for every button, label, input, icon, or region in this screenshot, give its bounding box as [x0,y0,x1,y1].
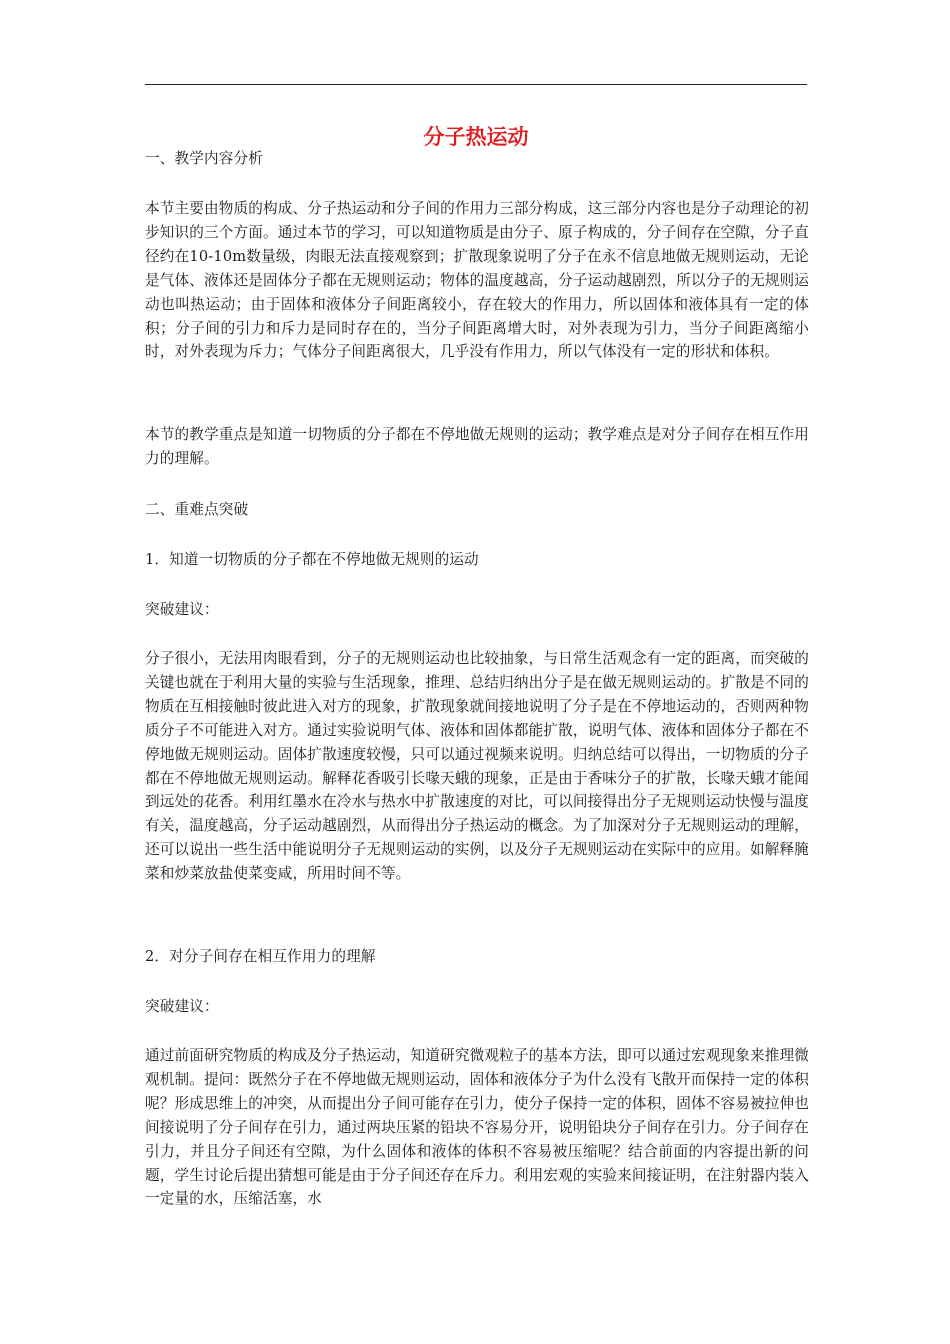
point-1-title: 1．知道一切物质的分子都在不停地做无规则的运动 [145,551,479,568]
point-1-body: 分子很小，无法用肉眼看到，分子的无规则运动也比较抽象，与日常生活观念有一定的距离，而突破的关键也就在于利用大量的实验与生活现象，推理、总结归纳出分子是在做无规则运动的。扩散是不同的物质在互相接触时彼此进入对方的现象，扩散现象就间接地说明了分子是在不停地运动的，否则两种物质分子不可能进入对方。通过实验说明气体、液体和固体都能扩散，说明气体、液体和固体分子都在不停地做无规则运动。固体扩散速度较慢，只可以通过视频来说明。归纳总结可以得出，一切物质的分子都在不停地做无规则运动。解释花香吸引长喙天蛾的现象，正是由于香味分子的扩散，长喙天蛾才能闻到远处的花香。利用红墨水在冷水与热水中扩散速度的对比，可以间接得出分子无规则运动快慢与温度有关，温度越高，分子运动越剧烈，从而得出分子热运动的概念。为了加深对分子无规则运动的理解，还可以说出一些生活中能说明分子无规则运动的实例，以及分子无规则运动在实际中的应用。如解释腌菜和炒菜放盐使菜变咸，所用时间不等。 [145,650,809,883]
header-rule [145,84,807,85]
section-heading-breakthrough: 二、重难点突破 [145,501,249,518]
point-2-title: 2．对分子间存在相互作用力的理解 [145,948,376,965]
point-2-suggestion-label: 突破建议： [145,998,219,1015]
section-heading-content-analysis: 一、教学内容分析 [145,150,263,167]
document-title: 分子热运动 [423,125,529,149]
paragraph-content-analysis: 本节主要由物质的构成、分子热运动和分子间的作用力三部分构成，这三部分内容也是分子动理论的初步知识的三个方面。通过本节的学习，可以知道物质是由分子、原子构成的，分子间存在空隙，分子直径约在10-10m数量级，肉眼无法直接观察到；扩散现象说明了分子在永不信息地做无规则运动，无论是气体、液体还是固体分子都在无规则运动；物体的温度越高，分子运动越剧烈，所以分子的无规则运动也叫热运动；由于固体和液体分子间距离较小，存在较大的作用力，所以固体和液体具有一定的体积；分子间的引力和斥力是同时存在的，当分子间距离增大时，对外表现为引力，当分子间距离缩小时，对外表现为斥力；气体分子间距离很大，几乎没有作用力，所以气体没有一定的形状和体积。 [145,200,809,361]
paragraph-key-points: 本节的教学重点是知道一切物质的分子都在不停地做无规则的运动；教学难点是对分子间存在相互作用力的理解。 [145,426,809,467]
point-1-suggestion-label: 突破建议： [145,601,219,618]
point-2-body: 通过前面研究物质的构成及分子热运动，知道研究微观粒子的基本方法，即可以通过宏观现象来推理微观机制。提问：既然分子在不停地做无规则运动，固体和液体分子为什么没有飞散开而保持一定的体积呢？形成思维上的冲突，从而提出分子间可能存在引力，使分子保持一定的体积，固体不容易被拉伸也间接说明了分子间存在引力，通过两块压紧的铅块不容易分开，说明铅块分子间存在引力。分子间存在引力，并且分子间还有空隙，为什么固体和液体的体积不容易被压缩呢？结合前面的内容提出新的问题，学生讨论后提出猜想可能是由于分子间还存在斥力。利用宏观的实验来间接证明，在注射器内装入一定量的水，压缩活塞，水 [145,1047,809,1208]
